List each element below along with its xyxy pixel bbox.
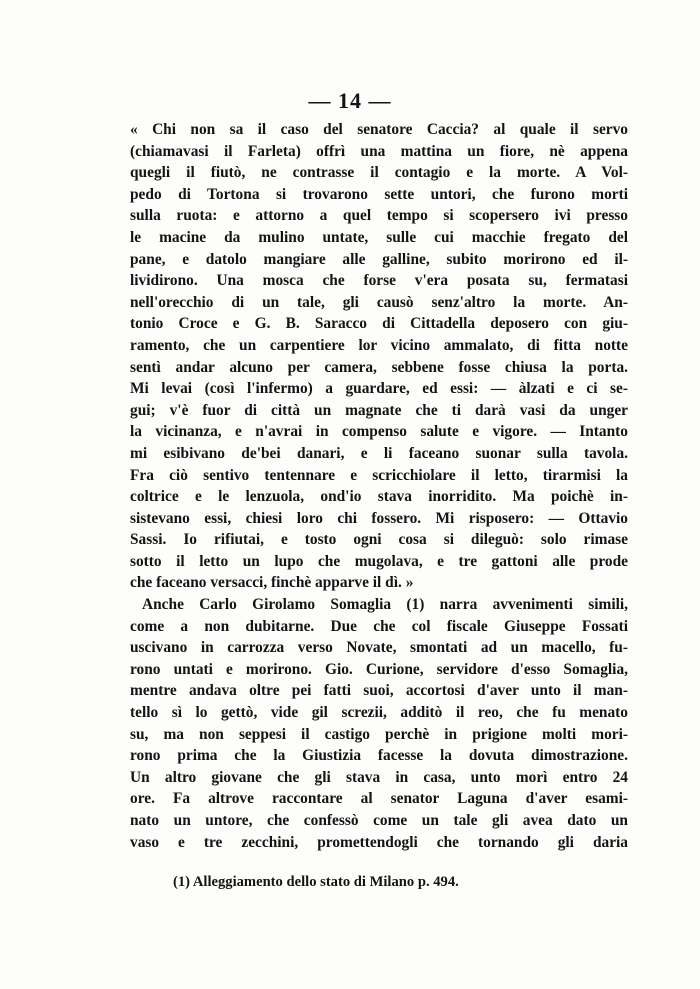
text-line: nell'orecchio di un tale, gli causò senz'altro la morte. An- [130,293,628,311]
text-line: Anche Carlo Girolamo Somaglia (1) narra avvenimenti simili, [142,596,628,614]
paragraph-2 [130,594,628,853]
text-line: mentre andava oltre pei fatti suoi, accortosi d'aver unto il man- [130,682,628,700]
text-line: Sassi. Io rifiutai, e tosto ogni cosa si dileguò: solo rimase [130,531,628,549]
text-line: vaso e tre zecchini, promettendogli che tornando gli daria [130,833,628,851]
text-line: sulla ruota: e attorno a quel tempo si scopersero ivi presso [130,207,628,225]
page-number: — 14 — [308,88,392,113]
text-line: mi esibivano de'bei danari, e li faceano suonar sulla tavola. [130,444,628,462]
text-line: tonio Croce e G. B. Saracco di Cittadella deposero con giu- [130,315,628,333]
paragraph-1 [130,119,628,594]
text-line: nato un untore, che confessò come un tale gli avea dato un [130,812,628,829]
text-line: che faceano versacci, finchè apparve il dì. » [130,574,414,592]
text-line: le macine da mulino untate, sulle cui macchie fregato del [130,228,628,246]
text-line: la vicinanza, e n'avrai in compenso salute e vigore. — Intanto [130,423,628,441]
text-line: sentì andar alcuno per camera, sebbene fosse chiusa la porta. [130,358,628,376]
text-line: rono untati e morirono. Gio. Curione, servidore d'esso Somaglia, [130,660,628,678]
body-text [130,119,628,853]
text-line: quegli il fiutò, ne contrasse il contagio e la morte. A Vol- [130,164,628,182]
text-line: Fra ciò sentivo tentennare e scricchiolare il letto, tirarmisi la [130,466,628,484]
text-line: ramento, che un carpentiere lor vicino ammalato, di fitta notte [130,336,628,354]
text-line: Un altro giovane che gli stava in casa, unto morì entro 24 [130,768,628,786]
text-line: rono prima che la Giustizia facesse la dovuta dimostrazione. [130,747,628,765]
text-line: uscivano in carrozza verso Novate, smontati ad un macello, fu- [130,639,628,657]
text-line: come a non dubitarne. Due che col fiscale Giuseppe Fossati [130,617,628,635]
footnote: (1) Alleggiamento dello stato di Milano p. 494. [173,874,459,890]
text-line: Mi levai (così l'infermo) a guardare, ed essi: — àlzati e ci se- [130,380,628,398]
text-line: (chiamavasi il Farleta) offrì una mattina un fiore, nè appena [130,142,628,160]
text-line: sistevano essi, chiesi loro chi fossero. Mi risposero: — Ottavio [130,509,628,527]
text-line: ore. Fa altrove raccontare al senator Laguna d'aver esami- [130,790,628,808]
text-line: su, ma non seppesi il castigo perchè in prigione molti mori- [130,725,628,743]
text-line: « Chi non sa il caso del senatore Caccia? al quale il servo [130,121,628,138]
text-line: gui; v'è fuor di città un magnate che ti darà vasi da unger [130,401,628,419]
text-line: tello sì lo gettò, vide gil screzii, additò il reo, che fu menato [130,704,628,722]
text-line: coltrice e le lenzuola, ond'io stava inorridito. Ma poichè in- [130,488,628,506]
text-line: pedo di Tortona si trovarono sette untori, che furono morti [130,185,628,203]
text-line: pane, e datolo mangiare alle galline, subito morirono ed il- [130,250,628,268]
text-line: sotto il letto un lupo che mugolava, e tre gattoni alle prode [130,552,628,570]
text-line: lividirono. Una mosca che forse v'era posata su, fermatasi [130,272,628,290]
